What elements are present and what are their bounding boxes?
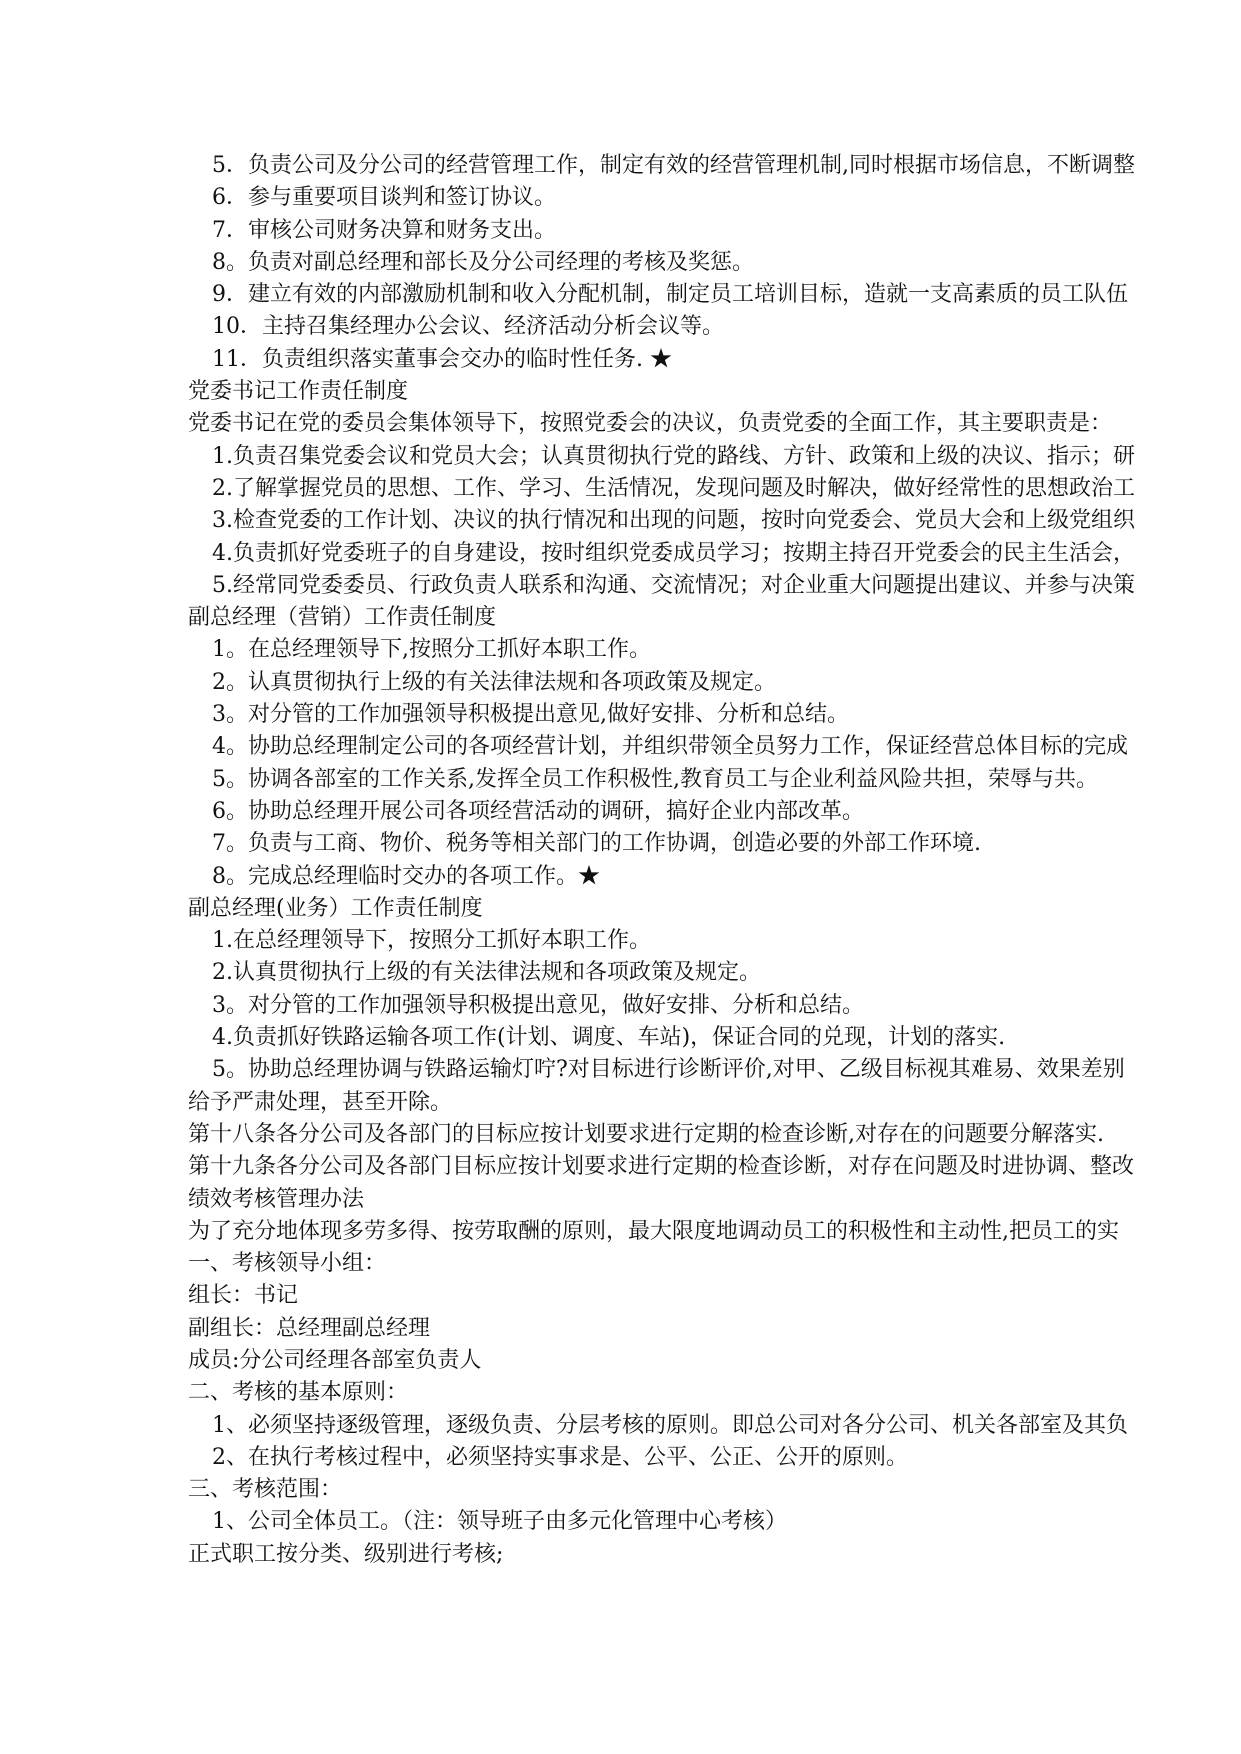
document-line: 2、在执行考核过程中，必须坚持实事求是、公平、公正、公开的原则。 [212,1444,908,1470]
document-line: 8。负责对副总经理和部长及分公司经理的考核及奖惩。 [212,249,754,275]
document-line: 7．审核公司财务决算和财务支出。 [212,217,556,243]
document-line: 一、考核领导小组： [188,1251,387,1277]
document-line: 给予严肃处理，甚至开除。 [188,1089,453,1115]
document-line: 党委书记在党的委员会集体领导下，按照党委会的决议，负责党委的全面工作，其主要职责是： [188,411,1113,437]
document-line: 6．参与重要项目谈判和签订协议。 [212,185,556,211]
document-line: 5.经常同党委委员、行政负责人联系和沟通、交流情况；对企业重大问题提出建议、并参与决策 [212,572,1135,598]
document-line: 为了充分地体现多劳多得、按劳取酬的原则，最大限度地调动员工的积极性和主动性,把员工的实 [188,1218,1119,1244]
document-line: 2。认真贯彻执行上级的有关法律法规和各项政策及规定。 [212,669,776,695]
document-line: 4。协助总经理制定公司的各项经营计划，并组织带领全员努力工作，保证经营总体目标的完成 [212,734,1129,760]
document-line: 1。在总经理领导下,按照分工抓好本职工作。 [212,637,651,663]
document-line: 第十九条各分公司及各部门目标应按计划要求进行定期的检查诊断，对存在问题及时进协调、整改 [188,1154,1135,1180]
document-line: 2.认真贯彻执行上级的有关法律法规和各项政策及规定。 [212,960,761,986]
document-line: 5。协助总经理协调与铁路运输灯咛?对目标进行诊断评价,对甲、乙级目标视其难易、效果差别 [212,1057,1125,1083]
document-line: 绩效考核管理办法 [188,1186,365,1212]
document-line: 三、考核范围： [188,1477,343,1503]
document-line: 副总经理（营销）工作责任制度 [188,605,497,631]
document-line: 3。对分管的工作加强领导积极提出意见,做好安排、分析和总结。 [212,702,849,728]
document-line: 5。协调各部室的工作关系,发挥全员工作积极性,教育员工与企业利益风险共担，荣辱与共。 [212,766,1098,792]
document-body [0,150,1241,1570]
document-line: 4.负责抓好铁路运输各项工作(计划、调度、车站)，保证合同的兑现，计划的落实. [212,1025,1006,1051]
document-line: 8。完成总经理临时交办的各项工作。★ [212,863,600,889]
document-line: 5．负责公司及分公司的经营管理工作，制定有效的经营管理机制,同时根据市场信息，不断调整 [212,153,1135,178]
document-line: 3。对分管的工作加强领导积极提出意见，做好安排、分析和总结。 [212,992,864,1018]
document-line: 二、考核的基本原则： [188,1380,409,1406]
document-line: 组长：书记 [188,1283,299,1309]
document-line: 11．负责组织落实董事会交办的临时性任务. ★ [212,346,672,372]
document-line: 1.负责召集党委会议和党员大会；认真贯彻执行党的路线、方针、政策和上级的决议、指示；研 [212,443,1135,469]
document-line: 1.在总经理领导下，按照分工抓好本职工作。 [212,928,651,954]
document-line: 10．主持召集经理办公会议、经济活动分析会议等。 [212,314,724,340]
document-line: 2.了解掌握党员的思想、工作、学习、生活情况，发现问题及时解决，做好经常性的思想政治工 [212,475,1135,501]
document-line: 正式职工按分类、级别进行考核; [188,1541,504,1567]
document-line: 副总经理(业务）工作责任制度 [188,895,483,921]
document-line: 副组长：总经理副总经理 [188,1315,431,1341]
document-line: 3.检查党委的工作计划、决议的执行情况和出现的问题，按时向党委会、党员大会和上级党组织 [212,508,1135,534]
document-line: 6。协助总经理开展公司各项经营活动的调研，搞好企业内部改革。 [212,798,864,824]
document-line: 成员:分公司经理各部室负责人 [188,1347,482,1373]
document-line: 1、必须坚持逐级管理，逐级负责、分层考核的原则。即总公司对各分公司、机关各部室及其负 [212,1412,1129,1438]
document-line: 1、公司全体员工。（注：领导班子由多元化管理中心考核） [212,1509,787,1535]
document-line: 9．建立有效的内部激励机制和收入分配机制，制定员工培训目标，造就一支高素质的员工队伍 [212,282,1129,308]
document-line: 7。负责与工商、物价、税务等相关部门的工作协调，创造必要的外部工作环境. [212,831,981,857]
document-line: 党委书记工作责任制度 [188,379,409,405]
document-line: 4.负责抓好党委班子的自身建设，按时组织党委成员学习；按期主持召开党委会的民主生活会， [212,540,1135,566]
document-line: 第十八条各分公司及各部门的目标应按计划要求进行定期的检查诊断,对存在的问题要分解落实. [188,1121,1104,1147]
